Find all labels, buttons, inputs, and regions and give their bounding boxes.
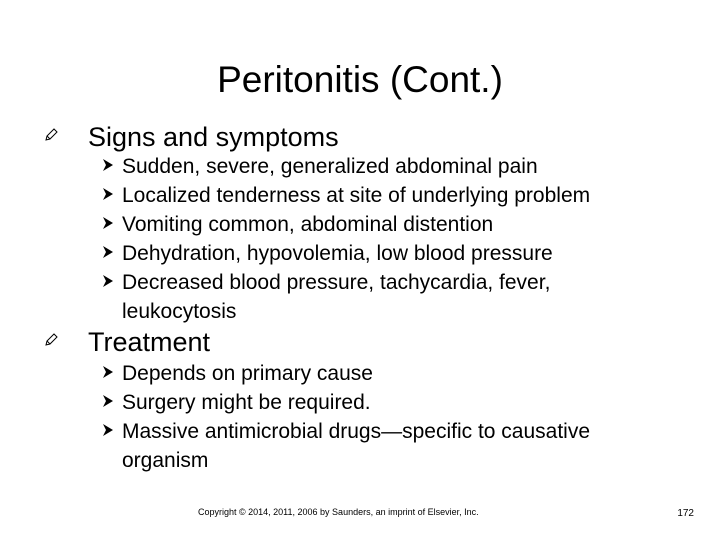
arrow-bullet-icon xyxy=(102,245,114,259)
arrow-bullet-icon xyxy=(102,365,114,379)
list-item-text: Depends on primary cause xyxy=(122,362,373,385)
arrow-bullet-icon xyxy=(102,158,114,172)
page-number: 172 xyxy=(677,508,694,519)
list-item-text: Surgery might be required. xyxy=(122,391,371,414)
slide-title: Peritonitis (Cont.) xyxy=(217,59,503,100)
pen-icon xyxy=(44,128,58,142)
arrow-bullet-icon xyxy=(102,274,114,288)
section-heading: Treatment xyxy=(88,327,211,357)
list-item-text: Vomiting common, abdominal distention xyxy=(122,213,494,236)
copyright-footer: Copyright © 2014, 2011, 2006 by Saunders, an imprint of Elsevier, Inc. xyxy=(198,507,479,517)
pen-icon xyxy=(44,333,58,347)
arrow-bullet-icon xyxy=(102,423,114,437)
section-heading: Signs and symptoms xyxy=(88,122,339,152)
arrow-bullet-icon xyxy=(102,394,114,408)
arrow-bullet-icon xyxy=(102,216,114,230)
list-item-text: Dehydration, hypovolemia, low blood pressure xyxy=(122,242,553,265)
list-item-text: Decreased blood pressure, tachycardia, fever, leukocytosis xyxy=(122,271,551,323)
list-item-text: Localized tenderness at site of underlying problem xyxy=(122,184,591,207)
arrow-bullet-icon xyxy=(102,187,114,201)
list-item-text: Massive antimicrobial drugs—specific to causative organism xyxy=(122,420,591,472)
list-item-text: Sudden, severe, generalized abdominal pain xyxy=(122,155,538,178)
